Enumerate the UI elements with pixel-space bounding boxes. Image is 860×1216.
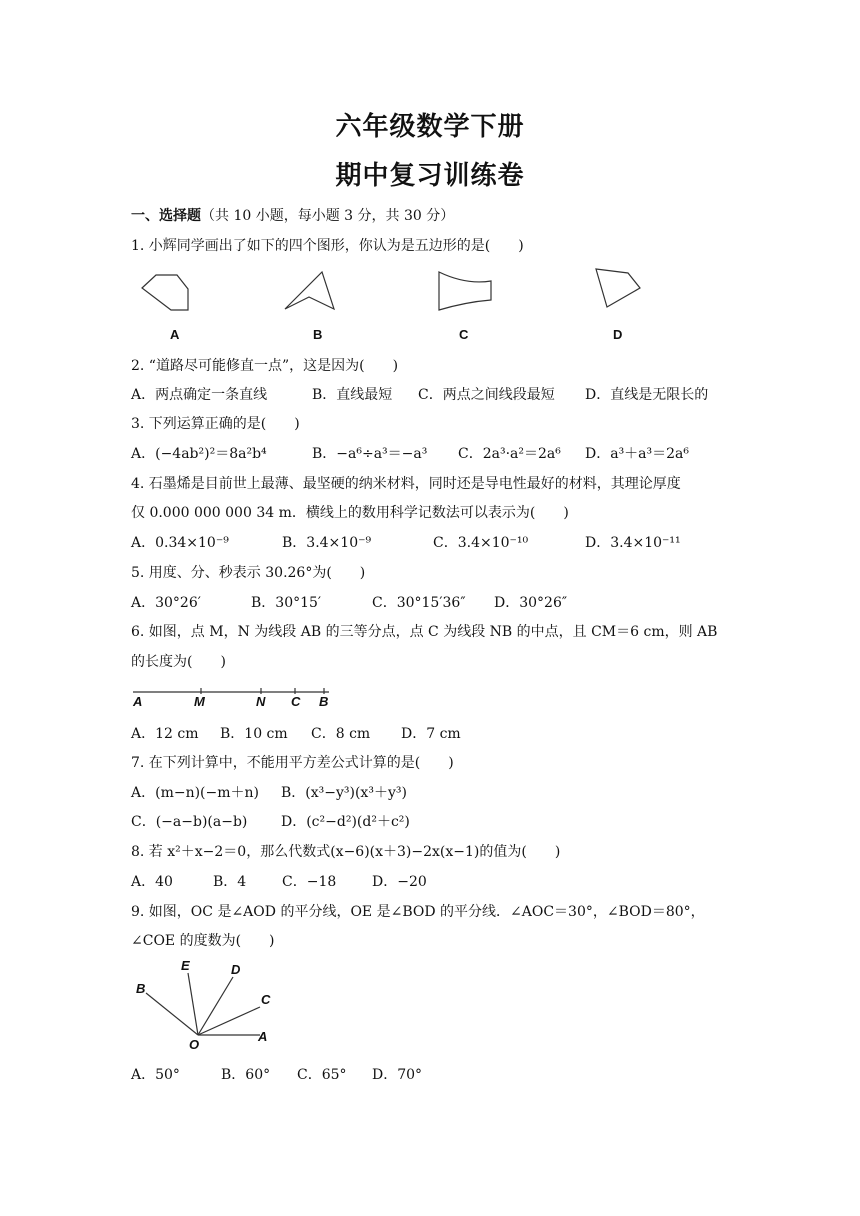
q9-point-b: B: [136, 981, 146, 996]
q4-option-d: D．3.4×10⁻¹¹: [585, 535, 681, 551]
q5-option-b: B．30°15′: [251, 595, 322, 611]
q9-stem-line2: ∠COE 的度数为( ): [131, 933, 275, 949]
q6-point-m: M: [194, 694, 205, 709]
q7-option-a: A．(m−n)(−m＋n): [131, 785, 260, 801]
q6-segment-figure: [131, 686, 341, 712]
section-heading: [131, 206, 454, 226]
q9-point-d: D: [231, 962, 241, 977]
q3-stem: 3. 下列运算正确的是( ): [131, 416, 300, 432]
q5-option-a: A．30°26′: [131, 595, 201, 611]
q1-label-d: D: [613, 327, 623, 342]
q6-option-d: D．7 cm: [401, 726, 461, 742]
q2-stem: 2. “道路尽可能修直一点”，这是因为( ): [131, 358, 399, 374]
q4-option-b: B．3.4×10⁻⁹: [282, 535, 372, 551]
q5-stem: 5. 用度、分、秒表示 30.26°为( ): [131, 565, 366, 581]
q6-stem-line2: 的长度为( ): [131, 654, 226, 670]
q8-option-b: B．4: [213, 874, 247, 890]
q6-option-c: C．8 cm: [311, 726, 371, 742]
q3-option-b: B．−a⁶÷a³＝−a³: [312, 446, 428, 462]
q9-point-e: E: [181, 958, 190, 973]
q1-shape-b: [282, 268, 342, 318]
section-title: 一、选择题: [131, 208, 201, 224]
q3-option-c: C．2a³·a²＝2a⁶: [458, 446, 561, 462]
q1-stem: 1. 小辉同学画出了如下的四个图形，你认为是五边形的是( ): [131, 238, 524, 254]
q9-stem-line1: 9. 如图，OC 是∠AOD 的平分线，OE 是∠BOD 的平分线．∠AOC＝30°，∠BOD＝80°，: [131, 904, 705, 920]
q7-option-c: C．(−a−b)(a−b): [131, 814, 248, 830]
q9-point-o: O: [189, 1037, 200, 1052]
q1-label-a: A: [170, 327, 180, 342]
q8-option-a: A．40: [131, 874, 173, 890]
q9-option-a: A．50°: [131, 1067, 180, 1083]
q6-point-a: A: [133, 694, 143, 709]
q9-option-d: D．70°: [372, 1067, 423, 1083]
document-subtitle: 期中复习训练卷: [335, 161, 525, 191]
q1-label-b: B: [313, 327, 323, 342]
q2-option-a: A．两点确定一条直线: [131, 387, 268, 403]
q1-shape-c: [436, 268, 496, 318]
q8-stem: 8. 若 x²＋x−2＝0，那么代数式(x−6)(x＋3)−2x(x−1)的值为( ): [131, 844, 561, 860]
q7-option-b: B．(x³−y³)(x³＋y³): [281, 785, 407, 801]
q9-point-c: C: [261, 992, 271, 1007]
q8-option-c: C．−18: [282, 874, 337, 890]
q4-option-a: A．0.34×10⁻⁹: [131, 535, 229, 551]
q6-option-b: B．10 cm: [220, 726, 288, 742]
q7-stem: 7. 在下列计算中，不能用平方差公式计算的是( ): [131, 755, 454, 771]
q1-shape-d: [593, 266, 653, 316]
q3-option-a: A．(−4ab²)²＝8a²b⁴: [131, 446, 267, 462]
q8-option-d: D．−20: [372, 874, 427, 890]
q6-stem-line1: 6. 如图，点 M，N 为线段 AB 的三等分点，点 C 为线段 NB 的中点，且 CM＝6 cm，则 AB: [131, 624, 718, 640]
q4-stem-line1: 4. 石墨烯是目前世上最薄、最坚硬的纳米材料，同时还是导电性最好的材料，其理论厚度: [131, 476, 681, 492]
q2-option-d: D．直线是无限长的: [585, 387, 709, 403]
q6-point-c: C: [291, 694, 301, 709]
q4-option-c: C．3.4×10⁻¹⁰: [433, 535, 529, 551]
q2-option-b: B．直线最短: [312, 387, 393, 403]
q1-shape-a: [138, 273, 198, 323]
q1-label-c: C: [459, 327, 469, 342]
q6-point-b: B: [319, 694, 329, 709]
q2-option-c: C．两点之间线段最短: [418, 387, 555, 403]
document-title: 六年级数学下册: [335, 112, 525, 142]
section-note: （共 10 小题，每小题 3 分，共 30 分）: [201, 208, 455, 224]
q9-option-c: C．65°: [297, 1067, 347, 1083]
q6-point-n: N: [256, 694, 266, 709]
q5-option-c: C．30°15′36″: [372, 595, 466, 611]
q6-option-a: A．12 cm: [131, 726, 199, 742]
q9-point-a: A: [258, 1029, 268, 1044]
q7-option-d: D．(c²−d²)(d²＋c²): [281, 814, 410, 830]
q9-angle-figure: [128, 955, 278, 1045]
q5-option-d: D．30°26″: [494, 595, 568, 611]
q9-option-b: B．60°: [221, 1067, 271, 1083]
q4-stem-line2: 仅 0.000 000 000 34 m．横线上的数用科学记数法可以表示为( ): [131, 505, 569, 521]
q3-option-d: D．a³＋a³＝2a⁶: [585, 446, 690, 462]
